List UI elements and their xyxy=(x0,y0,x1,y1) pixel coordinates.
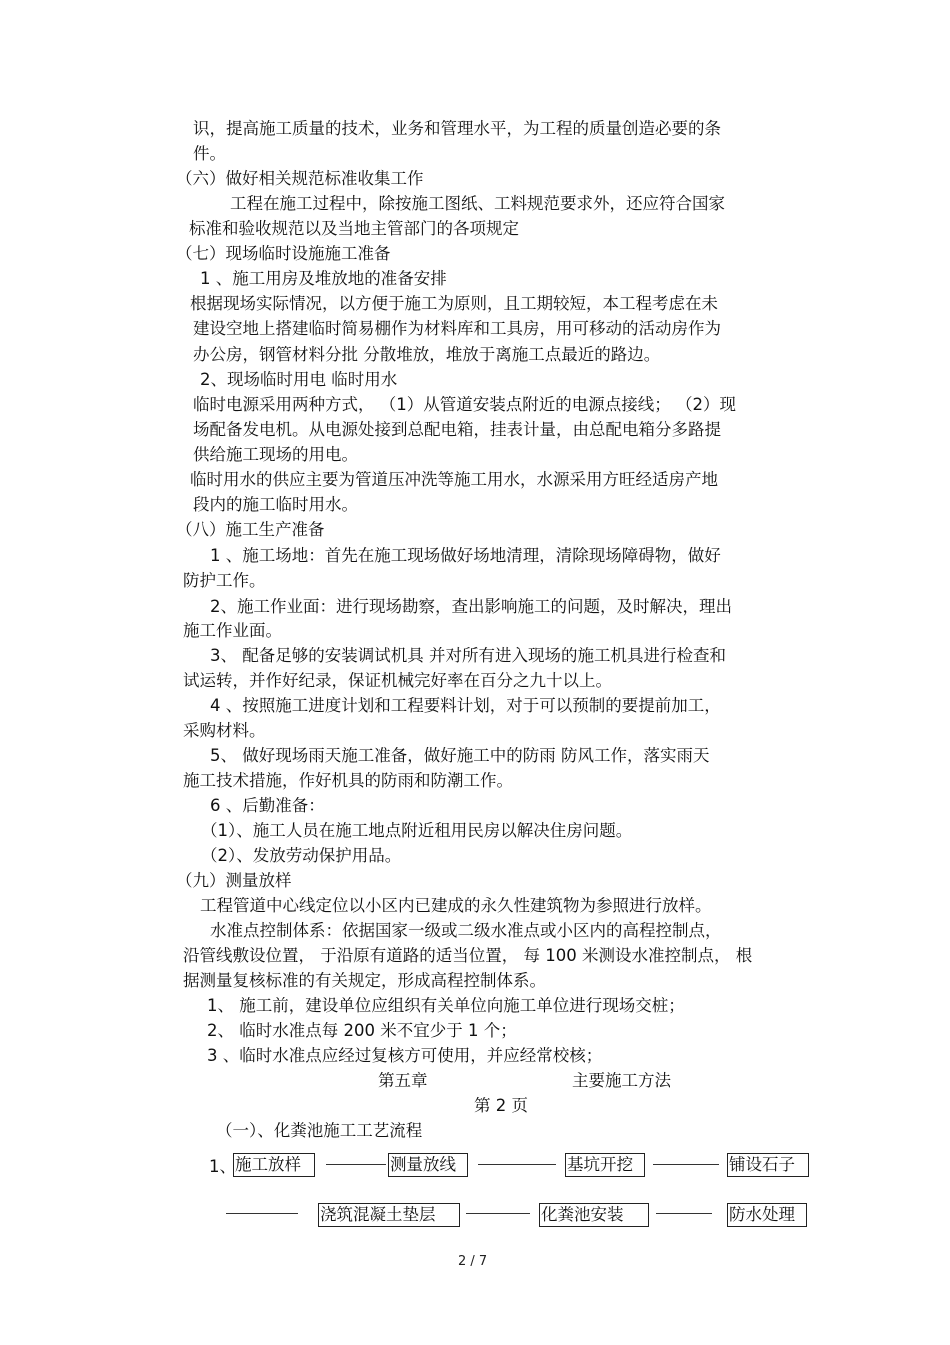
page-marker: 第 2 页 xyxy=(474,1096,528,1115)
text-line: 2、现场临时用电 临时用水 xyxy=(200,370,398,389)
text-line: 场配备发电机。从电源处接到总配电箱，挂表计量，由总配电箱分多路提 xyxy=(193,420,721,439)
text-line: 施工技术措施，作好机具的防雨和防潮工作。 xyxy=(183,771,513,790)
text-line: 识，提高施工质量的技术，业务和管理水平，为工程的质量创造必要的条 xyxy=(193,119,721,138)
text-line: 5、 做好现场雨天施工准备，做好施工中的防雨 防风工作，落实雨天 xyxy=(210,746,710,765)
text-line: 沿管线敷设位置， 于沿原有道路的适当位置， 每 100 米测设水准控制点， 根 xyxy=(183,946,753,965)
text-line: 工程在施工过程中，除按施工图纸、工料规范要求外，还应符合国家 xyxy=(230,194,725,213)
flow-connector xyxy=(226,1213,298,1214)
text-line: 根据现场实际情况，以方便于施工为原则，且工期较短，本工程考虑在未 xyxy=(190,294,718,313)
text-line: 据测量复核标准的有关规定，形成高程控制体系。 xyxy=(183,971,546,990)
text-line: 3 、临时水准点应经过复核方可使用，并应经常校核； xyxy=(207,1046,603,1065)
flow-connector xyxy=(466,1213,530,1214)
flow-connector xyxy=(478,1164,556,1165)
flow-connector xyxy=(653,1164,719,1165)
text-line: 防护工作。 xyxy=(183,571,266,590)
text-line: 采购材料。 xyxy=(183,721,266,740)
flow-step-measurement: 测量放线 xyxy=(388,1153,468,1177)
text-line: 4 、按照施工进度计划和工程要料计划，对于可以预制的要提前加工， xyxy=(210,696,721,715)
flow-step-septic-install: 化粪池安装 xyxy=(539,1203,649,1227)
text-line: 2、施工作业面：进行现场勘察，查出影响施工的问题，及时解决，理出 xyxy=(210,597,732,616)
text-line: 试运转，并作好纪录，保证机械完好率在百分之九十以上。 xyxy=(183,671,612,690)
flow-step-waterproofing: 防水处理 xyxy=(727,1203,807,1227)
text-line: 供给施工现场的用电。 xyxy=(193,445,358,464)
text-line: 临时用水的供应主要为管道压冲洗等施工用水，水源采用方旺经适房产地 xyxy=(190,470,718,489)
section-heading: （六）做好相关规范标准收集工作 xyxy=(176,169,424,188)
section-heading: （九）测量放样 xyxy=(176,871,292,890)
flow-title: （一）、化粪池施工工艺流程 xyxy=(216,1121,423,1140)
flow-step-concrete-bedding: 浇筑混凝土垫层 xyxy=(318,1203,460,1227)
text-line: 1 、施工用房及堆放地的准备安排 xyxy=(200,269,447,288)
chapter-title: 主要施工方法 xyxy=(572,1071,671,1090)
text-line: 施工作业面。 xyxy=(183,621,282,640)
flow-step-excavation: 基坑开挖 xyxy=(565,1153,645,1177)
flow-step-survey-layout: 施工放样 xyxy=(233,1153,315,1177)
text-line: 水准点控制体系：依据国家一级或二级水准点或小区内的高程控制点， xyxy=(210,921,722,940)
chapter-number: 第五章 xyxy=(378,1071,428,1090)
section-heading: （八）施工生产准备 xyxy=(176,520,325,539)
text-line: 工程管道中心线定位以小区内已建成的永久性建筑物为参照进行放样。 xyxy=(200,896,712,915)
flow-connector xyxy=(326,1164,386,1165)
text-line: 临时电源采用两种方式， （1）从管道安装点附近的电源点接线； （2）现 xyxy=(193,395,736,414)
text-line: 6 、后勤准备： xyxy=(210,796,325,815)
text-line: 件。 xyxy=(193,144,226,163)
page-number: 2 / 7 xyxy=(458,1254,488,1269)
text-line: 办公房，钢管材料分批 分散堆放，堆放于离施工点最近的路边。 xyxy=(193,345,661,364)
text-line: 段内的施工临时用水。 xyxy=(193,495,358,514)
text-line: 3、 配备足够的安装调试机具 并对所有进入现场的施工机具进行检查和 xyxy=(210,646,726,665)
flow-step-gravel: 铺设石子 xyxy=(727,1153,809,1177)
flow-connector xyxy=(656,1213,712,1214)
flow-step-label: 1、 xyxy=(209,1157,236,1176)
text-line: 1、 施工前，建设单位应组织有关单位向施工单位进行现场交桩； xyxy=(207,996,685,1015)
text-line: 标准和验收规范以及当地主管部门的各项规定 xyxy=(189,219,519,238)
section-heading: （七）现场临时设施施工准备 xyxy=(176,244,391,263)
text-line: （1）、施工人员在施工地点附近租用民房以解决住房问题。 xyxy=(201,821,633,840)
text-line: 1 、施工场地：首先在施工现场做好场地清理，清除现场障碍物，做好 xyxy=(210,546,721,565)
text-line: 建设空地上搭建临时简易棚作为材料库和工具房，用可移动的活动房作为 xyxy=(193,319,721,338)
text-line: （2）、发放劳动保护用品。 xyxy=(201,846,402,865)
text-line: 2、 临时水准点每 200 米不宜少于 1 个； xyxy=(207,1021,517,1040)
